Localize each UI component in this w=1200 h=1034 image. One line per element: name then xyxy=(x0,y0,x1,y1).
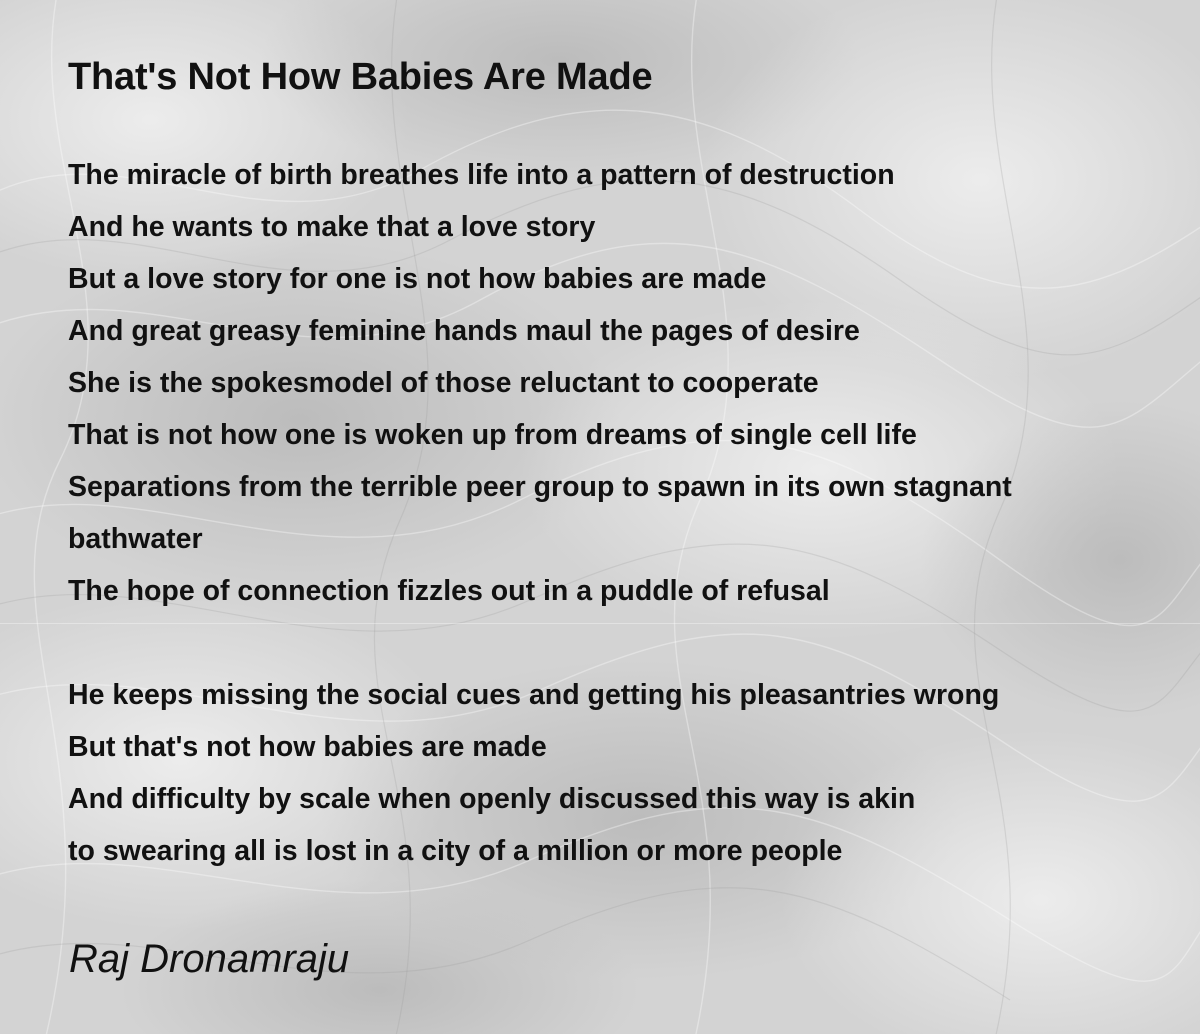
poem-line: That is not how one is woken up from dreams of single cell life xyxy=(68,419,917,451)
poem-line: He keeps missing the social cues and getting his pleasantries wrong xyxy=(68,679,1000,711)
poem-line: Separations from the terrible peer group to spawn in its own stagnant xyxy=(68,471,1012,503)
stanza-1 xyxy=(68,149,1012,617)
poem-line: But a love story for one is not how babies are made xyxy=(68,263,767,295)
poem-line: The miracle of birth breathes life into a pattern of destruction xyxy=(68,159,895,191)
poem-line: The hope of connection fizzles out in a puddle of refusal xyxy=(68,575,830,607)
poem-line: And great greasy feminine hands maul the pages of desire xyxy=(68,315,860,347)
poem-line: And he wants to make that a love story xyxy=(68,211,596,243)
poem-line: She is the spokesmodel of those reluctant to cooperate xyxy=(68,367,819,399)
poem-title: That's Not How Babies Are Made xyxy=(68,56,653,98)
poem-line: to swearing all is lost in a city of a million or more people xyxy=(68,835,843,867)
stanza-2 xyxy=(68,669,999,877)
poem-line: bathwater xyxy=(68,523,203,555)
poem-author: Raj Dronamraju xyxy=(69,937,350,981)
poem-line: And difficulty by scale when openly discussed this way is akin xyxy=(68,783,916,815)
poem-line: But that's not how babies are made xyxy=(68,731,547,763)
